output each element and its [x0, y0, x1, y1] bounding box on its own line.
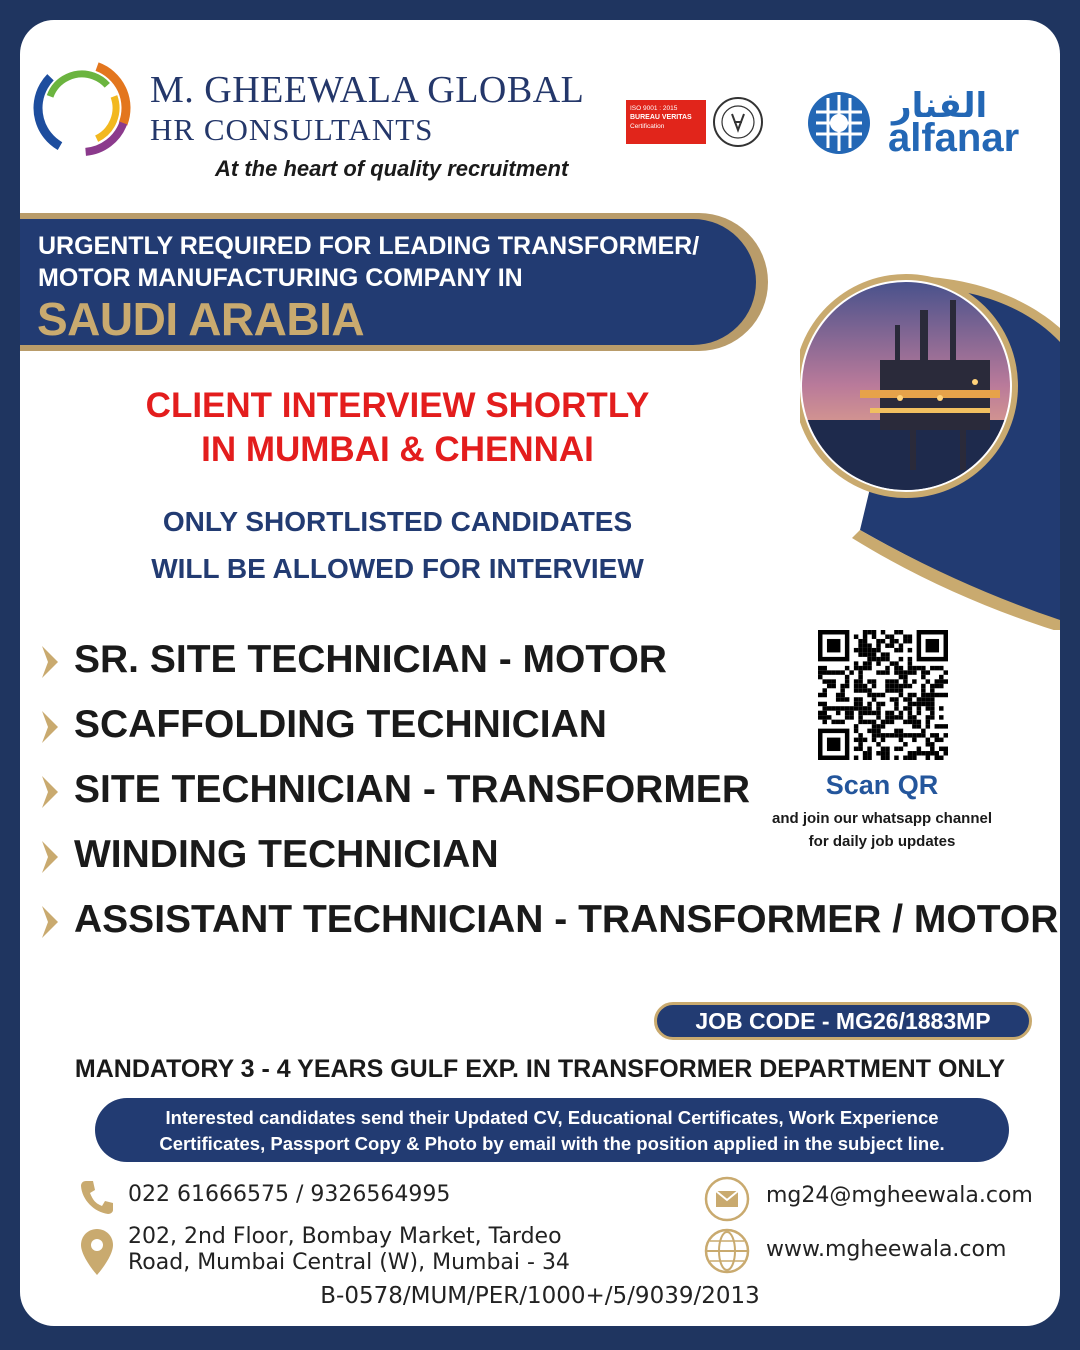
client-name: alfanar: [888, 116, 1020, 160]
brand-subtitle: HR CONSULTANTS: [150, 112, 434, 147]
cert-body: BUREAU VERITAS: [630, 114, 692, 121]
client-name-arabic: الفنار: [892, 86, 988, 126]
instructions-line-1: Interested candidates send their Updated CV, Educational Certificates, Work Experience: [165, 1107, 939, 1128]
iso-label: ISO 9001 : 2015: [630, 105, 678, 112]
position-title: ASSISTANT TECHNICIAN - TRANSFORMER / MOTOR: [74, 898, 1059, 941]
banner-line-1: URGENTLY REQUIRED FOR LEADING TRANSFORMER/: [38, 232, 700, 260]
oil-rig-photo: [800, 270, 1060, 630]
position-title: SITE TECHNICIAN - TRANSFORMER: [74, 768, 750, 811]
mandatory-requirement: MANDATORY 3 - 4 YEARS GULF EXP. IN TRANSFORMER DEPARTMENT ONLY: [74, 1055, 1006, 1083]
banner-country: SAUDI ARABIA: [37, 293, 365, 345]
chevron-right-icon: [40, 839, 60, 875]
tagline: At the heart of quality recruitment: [215, 156, 569, 181]
job-code-badge: JOB CODE - MG26/1883MP: [654, 1002, 1032, 1040]
licence-number: B-0578/MUM/PER/1000+/5/9039/2013: [320, 1283, 760, 1309]
position-title: WINDING TECHNICIAN: [74, 833, 499, 876]
location-pin-icon: [80, 1228, 114, 1276]
website-link[interactable]: www.mgheewala.com: [766, 1237, 1007, 1262]
company-logo-icon: [30, 56, 134, 160]
position-title: SCAFFOLDING TECHNICIAN: [74, 703, 607, 746]
shortlist-notice-line-2: WILL BE ALLOWED FOR INTERVIEW: [151, 553, 644, 584]
scan-qr-title: Scan QR: [825, 770, 939, 800]
certification-badge: [626, 100, 774, 146]
certification-label: [626, 100, 706, 144]
chevron-right-icon: [40, 709, 60, 745]
job-poster: [20, 20, 1060, 1326]
scan-qr-note-line-2: for daily job updates: [808, 833, 956, 850]
scan-qr-note-line-1: and join our whatsapp channel: [771, 810, 993, 827]
qr-code[interactable]: [818, 630, 948, 760]
address-line-1: 202, 2nd Floor, Bombay Market, Tardeo: [128, 1224, 562, 1249]
banner-line-2: MOTOR MANUFACTURING COMPANY IN: [38, 264, 523, 292]
cert-type: Certification: [630, 123, 665, 130]
phone-icon: [78, 1178, 116, 1216]
shortlist-notice-line-1: ONLY SHORTLISTED CANDIDATES: [162, 506, 633, 537]
globe-icon: [704, 1228, 750, 1274]
chevron-right-icon: [40, 644, 60, 680]
position-title: SR. SITE TECHNICIAN - MOTOR: [74, 638, 667, 681]
email-address[interactable]: mg24@mgheewala.com: [766, 1183, 1033, 1208]
chevron-right-icon: [40, 774, 60, 810]
chevron-right-icon: [40, 904, 60, 940]
brand-name: M. GHEEWALA GLOBAL: [150, 69, 585, 111]
bureau-veritas-seal-icon: [712, 96, 764, 148]
instructions-line-2: Certificates, Passport Copy & Photo by email with the position applied in the subject line.: [159, 1133, 945, 1154]
application-instructions: [95, 1098, 1009, 1162]
alfanar-logo-icon: [806, 90, 872, 156]
email-icon: [704, 1176, 750, 1222]
client-logo: [806, 88, 1036, 158]
interview-notice-line-2: IN MUMBAI & CHENNAI: [201, 430, 594, 469]
phone-number[interactable]: 022 61666575 / 9326564995: [128, 1182, 451, 1207]
interview-notice-line-1: CLIENT INTERVIEW SHORTLY: [145, 386, 650, 425]
address-line-2: Road, Mumbai Central (W), Mumbai - 34: [128, 1250, 570, 1275]
